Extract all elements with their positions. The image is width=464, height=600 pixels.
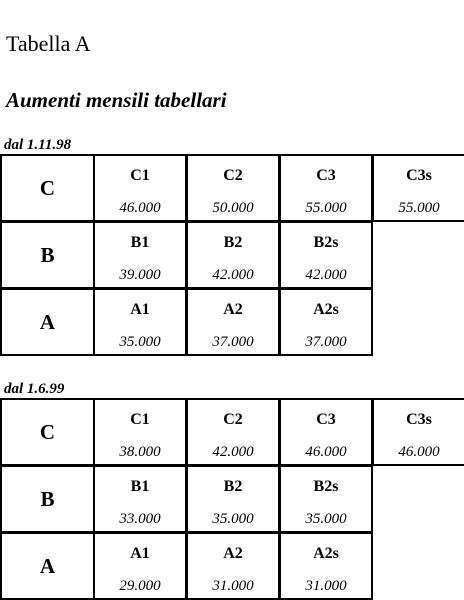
grade-code: C3	[316, 411, 336, 428]
grade-amount: 35.000	[305, 511, 347, 527]
grade-amount: 42.000	[212, 267, 254, 283]
grade-amount: 38.000	[119, 444, 161, 460]
document-subtitle: Aumenti mensili tabellari	[6, 88, 227, 112]
grade-amount: 46.000	[398, 444, 440, 460]
grade-cell	[186, 465, 280, 533]
grade-cell	[93, 221, 187, 289]
grade-cell	[186, 288, 280, 356]
grade-code: B2	[223, 234, 243, 251]
grade-cell	[93, 398, 187, 466]
grade-cell	[279, 398, 373, 466]
grade-code: C2	[223, 167, 243, 184]
grade-code: B1	[130, 478, 150, 495]
grade-code: A1	[130, 545, 150, 562]
grade-amount: 42.000	[305, 267, 347, 283]
grade-cell	[279, 154, 373, 222]
grade-amount: 33.000	[119, 511, 161, 527]
grade-code: A2s	[313, 545, 339, 562]
grade-code: C3	[316, 167, 336, 184]
grade-amount: 46.000	[119, 200, 161, 216]
grade-cell	[372, 398, 464, 466]
grade-cell	[279, 465, 373, 533]
grade-amount: 50.000	[212, 200, 254, 216]
table-row	[0, 465, 464, 532]
grade-cell	[93, 532, 187, 600]
grade-cell	[93, 288, 187, 356]
level-cell: C	[0, 154, 95, 222]
grade-amount: 55.000	[305, 200, 347, 216]
grade-code: C3s	[406, 411, 432, 428]
grade-code: A2	[223, 545, 243, 562]
increase-table-1998	[0, 154, 464, 355]
grade-amount: 42.000	[212, 444, 254, 460]
grade-amount: 35.000	[119, 334, 161, 350]
grade-cell	[186, 532, 280, 600]
grade-code: A2	[223, 301, 243, 318]
grade-cell	[186, 398, 280, 466]
grade-code: C2	[223, 411, 243, 428]
table-row	[0, 221, 464, 288]
grade-code: A2s	[313, 301, 339, 318]
grade-amount: 31.000	[212, 578, 254, 594]
table-row	[0, 288, 464, 355]
grade-code: B2s	[313, 234, 339, 251]
grade-cell	[93, 465, 187, 533]
grade-amount: 29.000	[119, 578, 161, 594]
grade-amount: 37.000	[212, 334, 254, 350]
level-cell: B	[0, 465, 95, 533]
level-cell: B	[0, 221, 95, 289]
table-row	[0, 154, 464, 221]
level-cell: C	[0, 398, 95, 466]
grade-code: C1	[130, 167, 150, 184]
grade-amount: 37.000	[305, 334, 347, 350]
grade-amount: 39.000	[119, 267, 161, 283]
period-label-1999: dal 1.6.99	[4, 381, 65, 397]
grade-cell	[372, 154, 464, 222]
table-row	[0, 532, 464, 599]
grade-cell	[186, 154, 280, 222]
grade-cell	[186, 221, 280, 289]
grade-code: A1	[130, 301, 150, 318]
level-cell: A	[0, 288, 95, 356]
period-label-1998: dal 1.11.98	[4, 137, 72, 153]
grade-amount: 55.000	[398, 200, 440, 216]
document-title: Tabella A	[6, 31, 91, 56]
grade-code: B2	[223, 478, 243, 495]
grade-amount: 31.000	[305, 578, 347, 594]
grade-code: C1	[130, 411, 150, 428]
increase-table-1999	[0, 398, 464, 599]
grade-cell	[279, 288, 373, 356]
grade-cell	[279, 221, 373, 289]
grade-cell	[279, 532, 373, 600]
table-row	[0, 398, 464, 465]
grade-code: B2s	[313, 478, 339, 495]
grade-code: C3s	[406, 167, 432, 184]
level-cell: A	[0, 532, 95, 600]
grade-amount: 35.000	[212, 511, 254, 527]
grade-cell	[93, 154, 187, 222]
grade-amount: 46.000	[305, 444, 347, 460]
grade-code: B1	[130, 234, 150, 251]
